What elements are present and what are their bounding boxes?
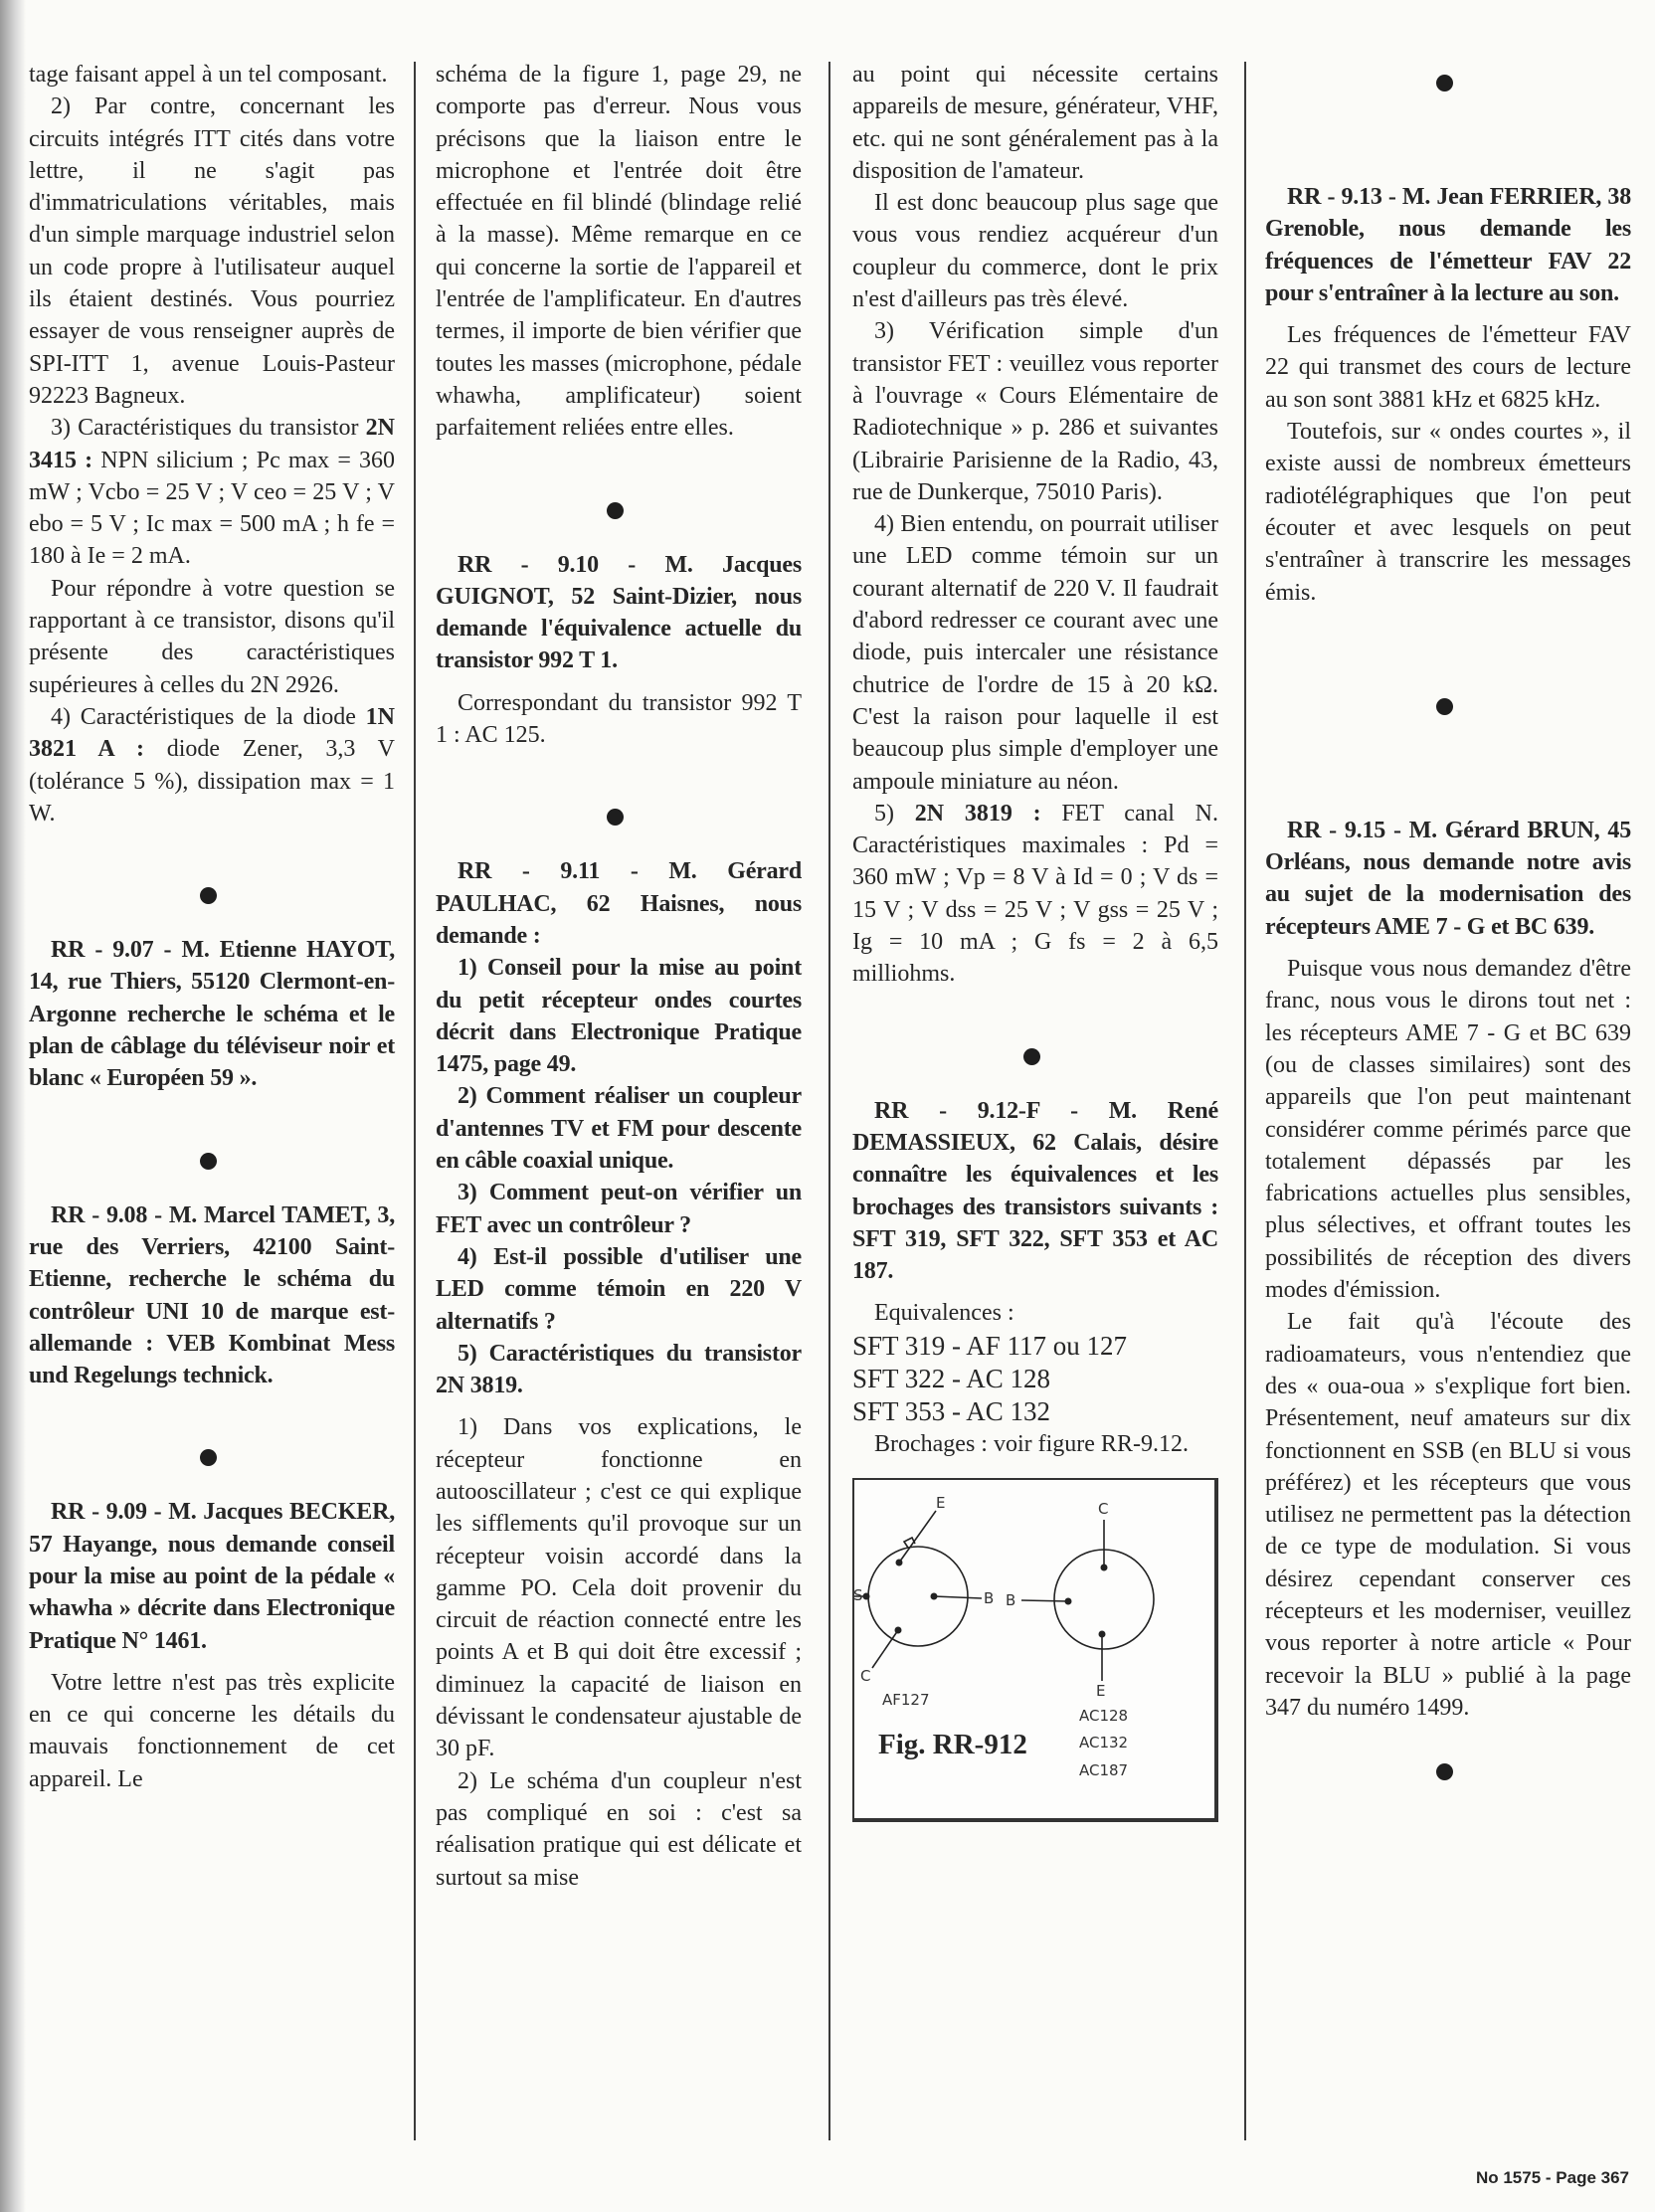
separator-bullet (1436, 698, 1453, 715)
part-number: 1N 3821 A : (29, 703, 395, 763)
paragraph: tage faisant appel à un tel composant. (29, 62, 388, 88)
pin-label: C (860, 1666, 871, 1685)
separator-bullet (607, 502, 624, 519)
separator (436, 502, 802, 519)
question-item: 5) Caractéristiques du transistor 2N 3819. (436, 1340, 802, 1399)
pin-label: B (1006, 1590, 1016, 1609)
column-divider (1244, 62, 1246, 2140)
question-heading-rr-910: RR - 9.10 - M. Jacques GUIGNOT, 52 Saint-Dizier, nous demande l'équivalence actuelle du transistor 992 T 1. (436, 551, 802, 674)
question-heading-rr-909: RR - 9.09 - M. Jacques BECKER, 57 Hayange, nous demande conseil pour la mise au point de la pédale « whawha » décrite dans Electronique Pratique N° 1461. (29, 1499, 395, 1654)
separator (29, 887, 395, 904)
question-item: 3) Comment peut-on vérifier un FET avec un contrôleur ? (436, 1180, 802, 1238)
separator-bullet (607, 809, 624, 826)
separator (1265, 698, 1631, 715)
equivalence-line: SFT 353 - AC 132 (852, 1395, 1051, 1426)
question-heading-rr-908: RR - 9.08 - M. Marcel TAMET, 3, rue des Verriers, 42100 Saint-Etienne, recherche le schéma du contrôleur UNI 10 de marque est-allemande : VEB Kombinat Mess und Regelungs technick. (29, 1201, 395, 1389)
separator-bullet (200, 887, 217, 904)
separator (29, 1449, 395, 1466)
column-divider (414, 62, 416, 2140)
paragraph (29, 412, 395, 572)
equivalence-line: SFT 322 - AC 128 (852, 1363, 1051, 1393)
transistor-name: AC128 (1079, 1706, 1129, 1725)
paragraph: Correspondant du transistor 992 T 1 : AC 125. (436, 689, 802, 749)
paragraph: 2) Par contre, concernant les circuits intégrés ITT cités dans votre lettre, il ne s'agit pas d'immatriculations véritables, mais d'un simple marquage industriel selon un code propre à l'utilisateur auquel ils étaient destinés. Vous pourriez essayer de vous renseigner auprès de SPI-ITT 1, avenue Louis-Pasteur 92223 Bagneux. (29, 93, 395, 409)
question-item: 4) Est-il possible d'utiliser une LED comme témoin en 220 V alternatifs ? (436, 1243, 802, 1335)
column-1 (29, 59, 395, 1795)
paragraph: Equivalences : (874, 1300, 1014, 1327)
text: 5) (874, 800, 915, 827)
question-heading-rr-907: RR - 9.07 - M. Etienne HAYOT, 14, rue Thiers, 55120 Clermont-en-Argonne recherche le schéma et le plan de câblage du téléviseur noir et blanc « Européen 59 ». (29, 937, 395, 1092)
paragraph (852, 798, 1218, 991)
pin-label: E (1096, 1681, 1106, 1700)
paragraph: 3) Vérification simple d'un transistor FET : veuillez vous reporter à l'ouvrage « Cours Elémentaire de Radiotechnique » p. 286 et suivantes (Librairie Parisienne de la Radio, 43, rue de Dunkerque, 75010 Paris). (852, 318, 1218, 505)
separator (436, 809, 802, 826)
question-heading-rr-912: RR - 9.12-F - M. René DEMASSIEUX, 62 Calais, désire connaître les équivalences et les brochages des transistors suivants : SFT 319, SFT 322, SFT 353 et AC 187. (852, 1097, 1218, 1285)
transistor-name: AF127 (882, 1690, 930, 1709)
paragraph: Brochages : voir figure RR-9.12. (874, 1430, 1189, 1457)
part-number: 2N 3415 : (29, 415, 395, 473)
part-number: 2N 3819 : (914, 800, 1041, 827)
transistor-pinout-diagram (854, 1480, 1214, 1818)
figure-caption: Fig. RR-912 (878, 1728, 1027, 1760)
column-divider (828, 62, 830, 2140)
column-4 (1265, 59, 1631, 1780)
text: diode Zener, 3,3 V (tolérance 5 %), dissipation max = 1 W. (29, 736, 395, 827)
transistor-name: AC132 (1079, 1733, 1129, 1751)
pin-label: S (853, 1585, 863, 1604)
separator (1265, 1763, 1631, 1780)
paragraph: Il est donc beaucoup plus sage que vous vous rendiez acquéreur d'un coupleur du commerce, dont le prix n'est d'ailleurs pas très élevé. (852, 190, 1218, 313)
scan-gutter (0, 0, 26, 2212)
column-2 (436, 59, 802, 1894)
figure-rr-912 (852, 1478, 1218, 1822)
separator-bullet (1436, 75, 1453, 92)
question-heading-rr-915: RR - 9.15 - M. Gérard BRUN, 45 Orléans, nous demande notre avis au sujet de la modernisation des récepteurs AME 7 - G et BC 639. (1265, 817, 1631, 940)
separator-bullet (1023, 1048, 1040, 1065)
page-footer: No 1575 - Page 367 (1475, 2168, 1629, 2187)
question-heading-rr-913: RR - 9.13 - M. Jean FERRIER, 38 Grenoble, nous demande les fréquences de l'émetteur FAV 22 pour s'entraîner à la lecture au son. (1265, 184, 1631, 306)
separator-bullet (200, 1449, 217, 1466)
separator (852, 1048, 1218, 1065)
pin-label: E (936, 1493, 946, 1512)
separator-bullet (200, 1153, 217, 1170)
paragraph: au point qui nécessite certains appareils de mesure, générateur, VHF, etc. qui ne sont généralement pas à la disposition de l'amateur. (852, 62, 1218, 184)
paragraph: Pour répondre à votre question se rapportant à ce transistor, disons qu'il présente des caractéristiques supérieures à celles du 2N 2926. (29, 575, 395, 698)
text: 4) Caractéristiques de la diode (51, 703, 366, 730)
paragraph: 1) Dans vos explications, le récepteur fonctionne en autooscillateur ; c'est ce qui explique les sifflements qu'il provoque sur un récepteur voisin accordé dans la gamme PO. Cela doit provenir du circuit de réaction connecté entre les points A et B qui doit être excessif ; diminuez la capacité de liaison en dévissant le condensateur ajustable de 30 pF. (436, 1414, 802, 1762)
text: 3) Caractéristiques du transistor (51, 415, 366, 442)
separator (29, 1153, 395, 1170)
column-3 (852, 59, 1218, 1822)
question-item: 2) Comment réaliser un coupleur d'antennes TV et FM pour descente en câble coaxial unique. (436, 1083, 802, 1175)
separator-bullet (1436, 1763, 1453, 1780)
question-item: 1) Conseil pour la mise au point du petit récepteur ondes courtes décrit dans Electronique Pratique 1475, page 49. (436, 955, 802, 1078)
equivalence-line: SFT 319 - AF 117 ou 127 (852, 1330, 1128, 1361)
paragraph: schéma de la figure 1, page 29, ne comporte pas d'erreur. Nous vous précisons que la liaison entre le microphone et l'entrée doit être effectuée en fil blindé (blindage relié à la masse). Même remarque en ce qui concerne la sortie de l'appareil et l'entrée de l'amplificateur. En d'autres termes, il importe de bien vérifier que toutes les masses (microphone, pédale whawha, amplificateur) soient parfaitement reliées entre elles. (436, 62, 802, 442)
text: FET canal N. Caractéristiques maximales : Pd = 360 mW ; Vp = 8 V à Id = 0 ; V ds = 15 V ; V dss = 25 V ; V gss = 25 V ; Ig = 10 mA ; G fs = 2 à 6,5 milliohms. (852, 800, 1219, 988)
paragraph: Puisque vous nous demandez d'être franc, nous vous le dirons tout net : les récepteurs AME 7 - G et BC 639 (ou de classes similaires) sont des appareils que l'on peut maintenant considérer comme périmés parce que totalement dépassés par les fabrications actuelles plus sensibles, plus sélectives, et offrant toutes les possibilités de réception des divers modes d'émission. (1265, 956, 1631, 1304)
transistor-name: AC187 (1079, 1760, 1129, 1779)
paragraph: Le fait qu'à l'écoute des radioamateurs, vous n'entendiez que des « oua-oua » s'explique fort bien. Présentement, neuf amateurs sur dix fonctionnent en SSB (en BLU si vous préférez) et les récepteurs que vous utilisez ne permettent pas la détection de ce type de modulation. Si vous désirez cependant conserver ces récepteurs et les moderniser, veuillez vous reporter à notre article « Pour recevoir la BLU » publié à la page 347 du numéro 1499. (1265, 1309, 1631, 1721)
pin-label: B (984, 1588, 995, 1607)
paragraph: 2) Le schéma d'un coupleur n'est pas compliqué en soi : c'est sa réalisation pratique qui est délicate et surtout sa mise (436, 1767, 802, 1891)
paragraph: Votre lettre n'est pas très explicite en ce qui concerne les détails du mauvais fonctionnement de cet appareil. Le (29, 1669, 395, 1792)
paragraph: Les fréquences de l'émetteur FAV 22 qui transmet des cours de lecture au son sont 3881 kHz et 6825 kHz. (1265, 322, 1631, 413)
paragraph: 4) Bien entendu, on pourrait utiliser une LED comme témoin sur un courant alternatif de 220 V. Il faudrait d'abord redresser ce courant avec une diode, puis intercaler une résistance chutrice de l'ordre de 15 à 20 kΩ. C'est la raison pour laquelle il est beaucoup plus simple d'employer une ampoule miniature au néon. (852, 511, 1218, 795)
paragraph (29, 701, 395, 830)
question-heading-rr-911: RR - 9.11 - M. Gérard PAULHAC, 62 Haisnes, nous demande : (436, 858, 802, 949)
text: NPN silicium ; Pc max = 360 mW ; Vcbo = 25 V ; V ceo = 25 V ; V ebo = 5 V ; Ic max = 500 mA ; h fe = 180 à Ie = 2 mA. (29, 447, 395, 570)
pin-label: C (1098, 1499, 1109, 1518)
paragraph: Toutefois, sur « ondes courtes », il existe aussi de nombreux émetteurs radiotélégraphiques que l'on peut écouter et avec lesquels on peut s'entraîner à transcrire les messages émis. (1265, 419, 1631, 606)
separator (1265, 75, 1631, 92)
